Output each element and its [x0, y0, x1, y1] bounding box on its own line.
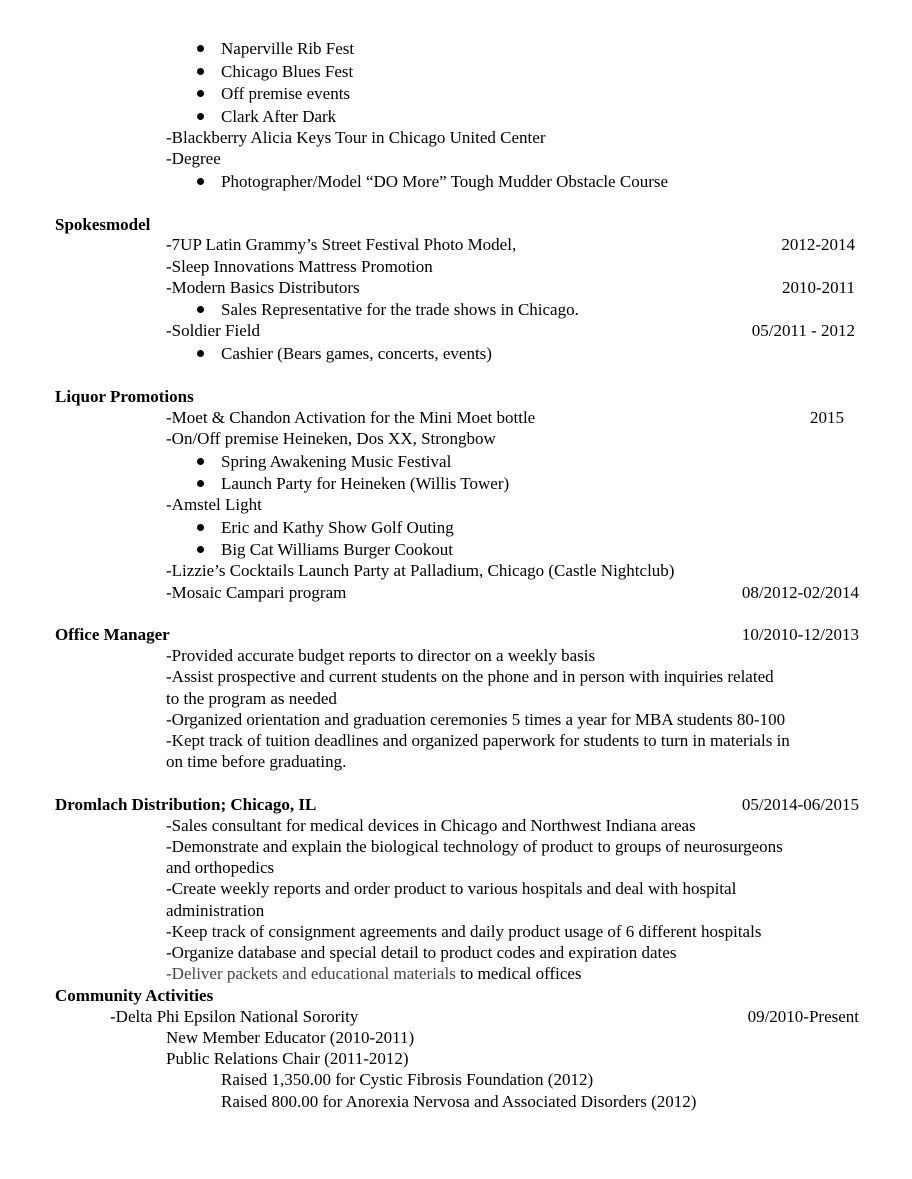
entry-date: 10/2010-12/2013 — [741, 625, 859, 644]
entry-line: Raised 1,350.00 for Cystic Fibrosis Foundation (2012) — [221, 1070, 594, 1089]
entry-date: 2010-2011 — [781, 278, 855, 297]
entry-date: 2012-2014 — [781, 235, 855, 254]
entry-line: -Mosaic Campari program — [166, 583, 347, 602]
entry-line-grey: -Deliver packets and educational materials — [166, 964, 456, 983]
bullet-icon — [197, 306, 204, 313]
bullet-icon — [197, 524, 204, 531]
entry-line: -Organize database and special detail to product codes and expiration dates — [166, 943, 677, 962]
entry-line: -Organized orientation and graduation ceremonies 5 times a year for MBA students 80-100 — [166, 710, 786, 729]
entry-line: -Blackberry Alicia Keys Tour in Chicago United Center — [166, 128, 546, 147]
entry-line: -Delta Phi Epsilon National Sorority — [110, 1007, 359, 1026]
section-title-dromlach: Dromlach Distribution; Chicago, IL — [55, 795, 317, 814]
entry-line: on time before graduating. — [166, 752, 347, 771]
entry-line: -Assist prospective and current students on the phone and in person with inquiries related — [166, 667, 774, 686]
entry-line: -Sleep Innovations Mattress Promotion — [166, 257, 433, 276]
section-title-community: Community Activities — [55, 986, 214, 1005]
bullet-icon — [197, 458, 204, 465]
entry-date: 05/2014-06/2015 — [741, 795, 859, 814]
entry-line: administration — [166, 901, 265, 920]
entry-line: -Provided accurate budget reports to director on a weekly basis — [166, 646, 596, 665]
entry-line — [166, 963, 582, 984]
bullet-icon — [197, 90, 204, 97]
list-item: Big Cat Williams Burger Cookout — [221, 540, 453, 559]
entry-line: -Lizzie’s Cocktails Launch Party at Palladium, Chicago (Castle Nightclub) — [166, 561, 675, 580]
list-item: Off premise events — [221, 84, 351, 103]
list-item: Sales Representative for the trade shows in Chicago. — [221, 300, 579, 319]
entry-line: -Kept track of tuition deadlines and organized paperwork for students to turn in materials in — [166, 731, 790, 750]
entry-line: and orthopedics — [166, 858, 275, 877]
entry-line: -Keep track of consignment agreements and daily product usage of 6 different hospitals — [166, 922, 762, 941]
bullet-icon — [197, 480, 204, 487]
list-item: Clark After Dark — [221, 107, 337, 126]
entry-line: -Moet & Chandon Activation for the Mini Moet bottle — [166, 408, 536, 427]
entry-line: -Amstel Light — [166, 495, 262, 514]
list-item: Photographer/Model “DO More” Tough Mudder Obstacle Course — [221, 172, 669, 191]
entry-line: -On/Off premise Heineken, Dos XX, Strongbow — [166, 429, 496, 448]
entry-line: Public Relations Chair (2011-2012) — [166, 1049, 409, 1068]
entry-line: Raised 800.00 for Anorexia Nervosa and Associated Disorders (2012) — [221, 1092, 697, 1111]
bullet-icon — [197, 45, 204, 52]
entry-line: -Modern Basics Distributors — [166, 278, 360, 297]
entry-date: 05/2011 - 2012 — [751, 321, 855, 340]
section-title-spokesmodel: Spokesmodel — [55, 215, 151, 234]
list-item: Chicago Blues Fest — [221, 62, 354, 81]
list-item: Eric and Kathy Show Golf Outing — [221, 518, 454, 537]
entry-line: -Demonstrate and explain the biological technology of product to groups of neurosurgeons — [166, 837, 783, 856]
list-item: Naperville Rib Fest — [221, 39, 355, 58]
entry-line: -Soldier Field — [166, 321, 260, 340]
entry-line: -7UP Latin Grammy’s Street Festival Photo Model, — [166, 235, 517, 254]
section-title-office: Office Manager — [55, 625, 170, 644]
bullet-icon — [197, 68, 204, 75]
entry-line: -Create weekly reports and order product to various hospitals and deal with hospital — [166, 879, 737, 898]
bullet-icon — [197, 350, 204, 357]
bullet-icon — [197, 113, 204, 120]
entry-date: 09/2010-Present — [747, 1007, 859, 1026]
entry-line: -Sales consultant for medical devices in Chicago and Northwest Indiana areas — [166, 816, 696, 835]
list-item: Launch Party for Heineken (Willis Tower) — [221, 474, 510, 493]
bullet-icon — [197, 546, 204, 553]
bullet-icon — [197, 178, 204, 185]
entry-date: 2015 — [810, 408, 844, 427]
list-item: Spring Awakening Music Festival — [221, 452, 452, 471]
entry-date: 08/2012-02/2014 — [741, 583, 859, 602]
entry-line-tail: to medical offices — [455, 964, 582, 983]
section-title-liquor: Liquor Promotions — [55, 387, 194, 406]
entry-line: New Member Educator (2010-2011) — [166, 1028, 415, 1047]
entry-line: -Degree — [166, 149, 221, 168]
list-item: Cashier (Bears games, concerts, events) — [221, 344, 492, 363]
entry-line: to the program as needed — [166, 689, 337, 708]
